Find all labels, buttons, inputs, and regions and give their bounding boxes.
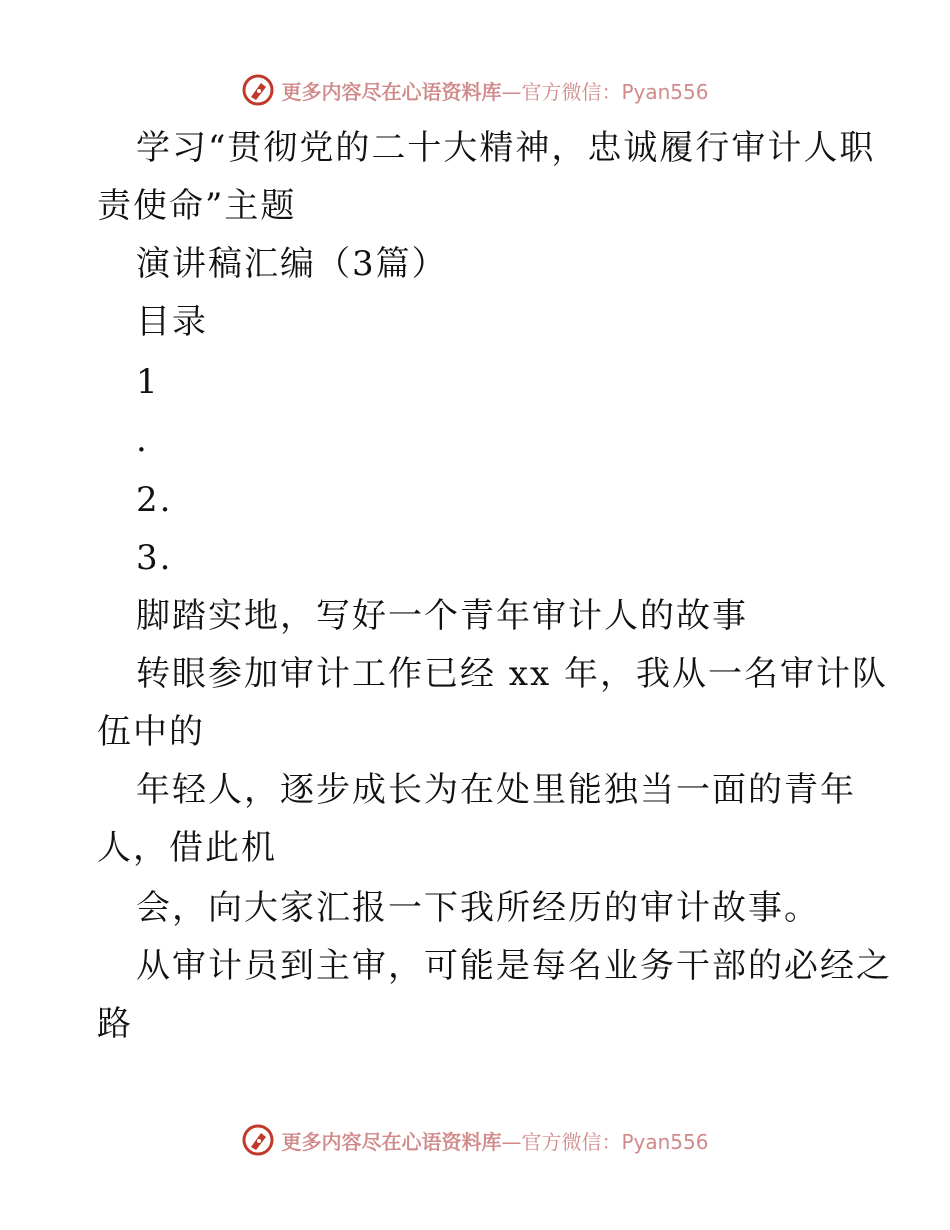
header-watermark: [0, 70, 950, 110]
text-line: 2.: [136, 480, 173, 520]
text-line: 伍中的: [97, 712, 205, 752]
text-line: 学习“贯彻党的二十大精神，忠诚履行审计人职: [136, 128, 876, 168]
watermark-sub-text: —官方微信：Pyan556: [501, 79, 709, 104]
text-line: 责使命”主题: [97, 186, 297, 226]
watermark-main-text: 更多内容尽在心语资料库: [281, 79, 502, 104]
text-line: 会，向大家汇报一下我所经历的审计故事。: [136, 888, 820, 928]
text-line: .: [136, 420, 149, 460]
text-line: 路: [97, 1004, 133, 1044]
pen-nib-circle-icon: [241, 73, 275, 107]
text-line: 3.: [136, 538, 173, 578]
text-line: 演讲稿汇编（3篇）: [136, 244, 448, 284]
pen-nib-circle-icon: [241, 1123, 275, 1157]
footer-watermark: [0, 1120, 950, 1160]
text-line: 目录: [136, 302, 208, 342]
text-line: 从审计员到主审，可能是每名业务干部的必经之: [136, 946, 892, 986]
text-line: 人，借此机: [97, 828, 277, 868]
text-line: 1: [136, 362, 160, 402]
text-line: 转眼参加审计工作已经 xx 年，我从一名审计队: [136, 654, 888, 694]
watermark-main-text: 更多内容尽在心语资料库: [281, 1129, 502, 1154]
text-line: 年轻人，逐步成长为在处里能独当一面的青年: [136, 770, 856, 810]
watermark-sub-text: —官方微信：Pyan556: [501, 1129, 709, 1154]
text-line: 脚踏实地，写好一个青年审计人的故事: [136, 596, 748, 636]
